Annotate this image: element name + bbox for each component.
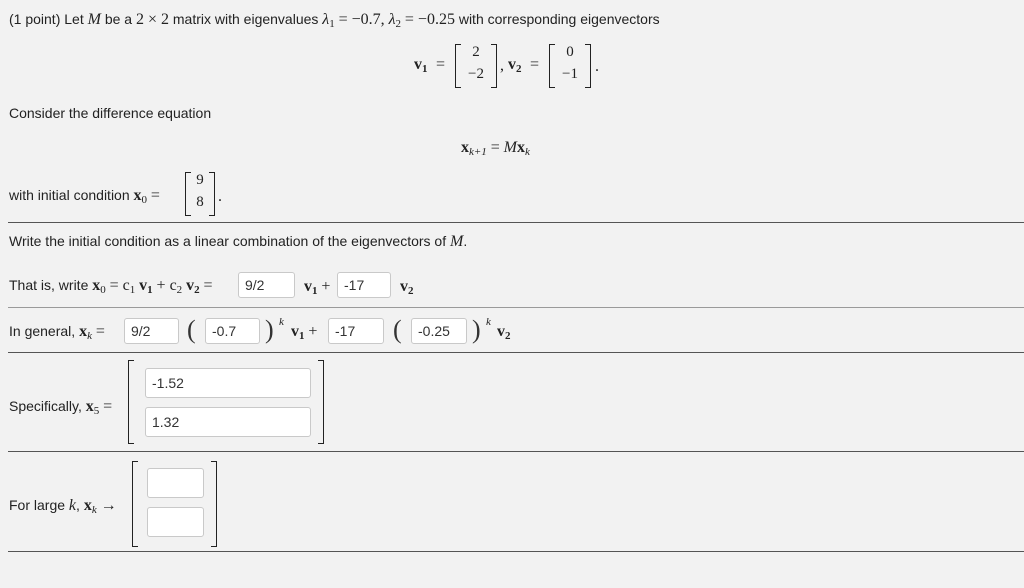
general-c2-input[interactable] <box>328 318 384 344</box>
v1-plus: $v_1$ + <box>291 323 318 342</box>
divider <box>8 352 1024 353</box>
v2-label: $v_2$ <box>508 56 522 75</box>
period: . <box>218 188 222 205</box>
v1-plus: $v_1$ + <box>304 278 331 297</box>
lambda1-input[interactable] <box>205 318 260 344</box>
v2-entry-1: 0 <box>566 44 574 60</box>
v2-label: $v_2$ <box>497 323 511 342</box>
general-c1-input[interactable] <box>124 318 179 344</box>
c1-input[interactable] <box>238 272 295 298</box>
initial-condition: with initial condition $x_0$ = <box>9 187 160 206</box>
equals-sign: = <box>436 56 446 73</box>
open-paren: ( <box>187 315 196 344</box>
that-is-label: That is, write $x_0 = c_1$ $v_1 + c_2$ $v_2$ = <box>9 277 213 296</box>
lambda2-input[interactable] <box>411 318 467 344</box>
v1-entry-2: −2 <box>468 66 484 82</box>
divider <box>8 222 1024 223</box>
x0-entry-1: 9 <box>196 172 204 188</box>
x0-entry-2: 8 <box>196 194 204 210</box>
close-paren: ) <box>472 315 481 344</box>
period: . <box>595 58 599 75</box>
x5-bracket-left <box>128 360 134 444</box>
limit-bracket-left <box>132 461 138 547</box>
v1-bracket-right <box>491 44 497 88</box>
specifically-label: Specifically, $x_5$ = <box>9 398 113 417</box>
problem-statement: (1 point) Let M be a 2 × 2 matrix with eigenvalues $\lambda_1 = -0.7$, $\lambda_2 = -0.25$ with corresponding eigenvectors <box>9 11 660 30</box>
open-paren: ( <box>393 315 402 344</box>
exponent-k: k <box>279 316 284 328</box>
arrow-icon: → <box>100 497 117 514</box>
c2-input[interactable] <box>337 272 391 298</box>
for-large-k-label: For large k, $x_k$ → <box>9 497 117 516</box>
v2-bracket-left <box>549 44 555 88</box>
v2-entry-2: −1 <box>562 66 578 82</box>
divider <box>8 451 1024 452</box>
v2-bracket-right <box>585 44 591 88</box>
x5-entry-1-input[interactable] <box>145 368 311 398</box>
limit-bracket-right <box>211 461 217 547</box>
v1-entry-1: 2 <box>472 44 480 60</box>
x0-bracket-right <box>209 172 215 216</box>
exponent-k: k <box>486 316 491 328</box>
difference-equation: $x_{k+1} = Mx_k$ <box>461 139 530 158</box>
v1-label: $v_1$ <box>414 56 428 75</box>
v1-bracket-left <box>455 44 461 88</box>
divider <box>8 551 1024 552</box>
question-linear-combination: Write the initial condition as a linear combination of the eigenvectors of M. <box>9 233 468 250</box>
difference-equation-text: Consider the difference equation <box>9 105 212 121</box>
limit-entry-2-input[interactable] <box>147 507 204 537</box>
divider <box>8 307 1024 308</box>
v2-label: $v_2$ <box>400 278 414 297</box>
limit-entry-1-input[interactable] <box>147 468 204 498</box>
x5-entry-2-input[interactable] <box>145 407 311 437</box>
equals-sign: = <box>530 56 540 73</box>
x5-bracket-right <box>318 360 324 444</box>
in-general-label: In general, $x_k$ = <box>9 323 105 342</box>
close-paren: ) <box>265 315 274 344</box>
comma: , <box>500 57 504 74</box>
